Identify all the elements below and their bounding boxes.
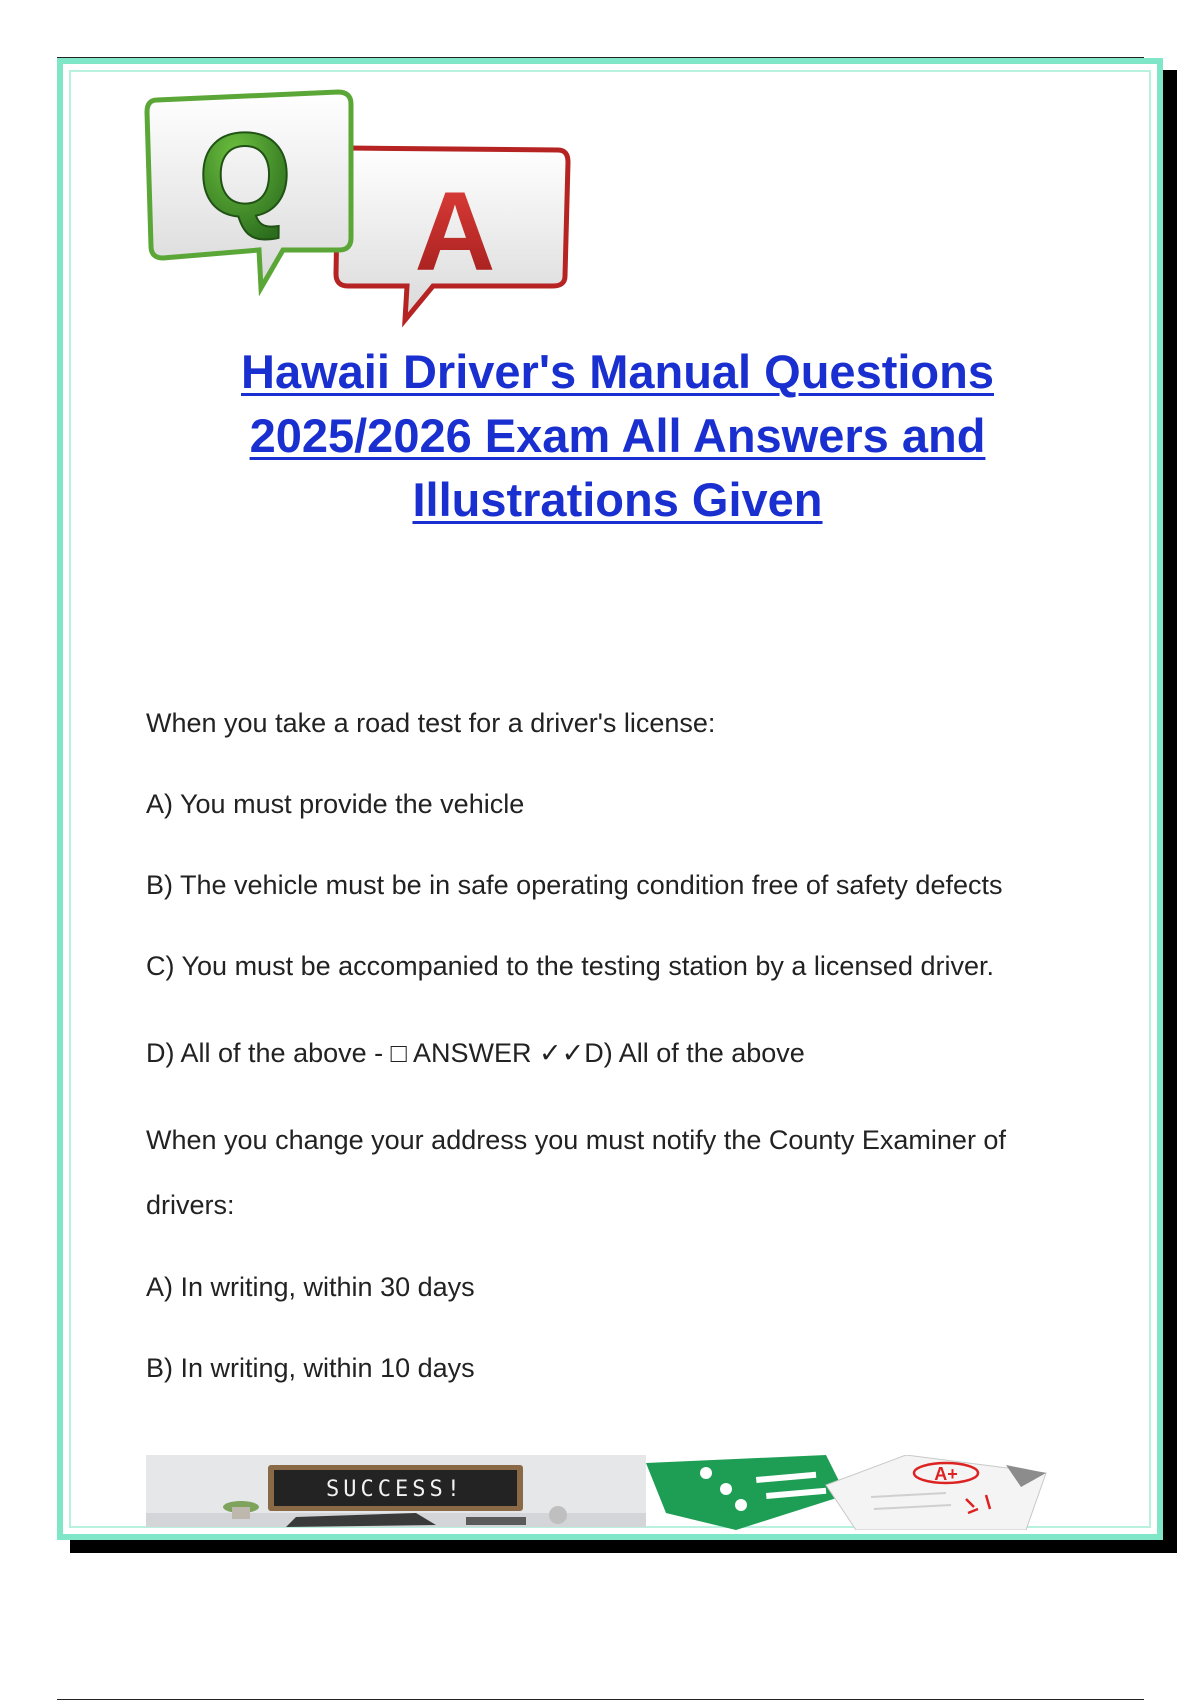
question-1-option-a: A) You must provide the vehicle: [146, 789, 525, 819]
question-2-option-a: A) In writing, within 30 days: [146, 1272, 475, 1302]
a-letter: A: [414, 169, 496, 294]
question-2-prompt-line-2: drivers:: [146, 1190, 235, 1220]
success-image: [146, 1455, 646, 1527]
title-line-3: Illustrations Given: [412, 473, 823, 526]
grade-mark: A+: [934, 1464, 958, 1484]
grades-illustration: [646, 1455, 1086, 1530]
success-text: SUCCESS!: [326, 1477, 464, 1502]
title-line-1: Hawaii Driver's Manual Questions: [241, 345, 994, 398]
question-1-prompt: When you take a road test for a driver's license:: [146, 708, 716, 738]
q-letter: Q: [198, 108, 292, 242]
question-1-option-b: B) The vehicle must be in safe operating condition free of safety defects: [146, 870, 1003, 900]
question-1-option-c: C) You must be accompanied to the testing station by a licensed driver.: [146, 951, 994, 981]
question-2-option-b: B) In writing, within 10 days: [146, 1353, 475, 1383]
qa-logo: [143, 88, 583, 338]
page-title: [140, 340, 1095, 532]
question-2-prompt-line-1: When you change your address you must notify the County Examiner of: [146, 1125, 1006, 1155]
footer-images: [146, 1455, 1086, 1530]
title-line-2: 2025/2026 Exam All Answers and: [249, 409, 986, 462]
question-1-answer: D) All of the above - □ ANSWER ✓✓D) All of the above: [146, 1038, 805, 1068]
